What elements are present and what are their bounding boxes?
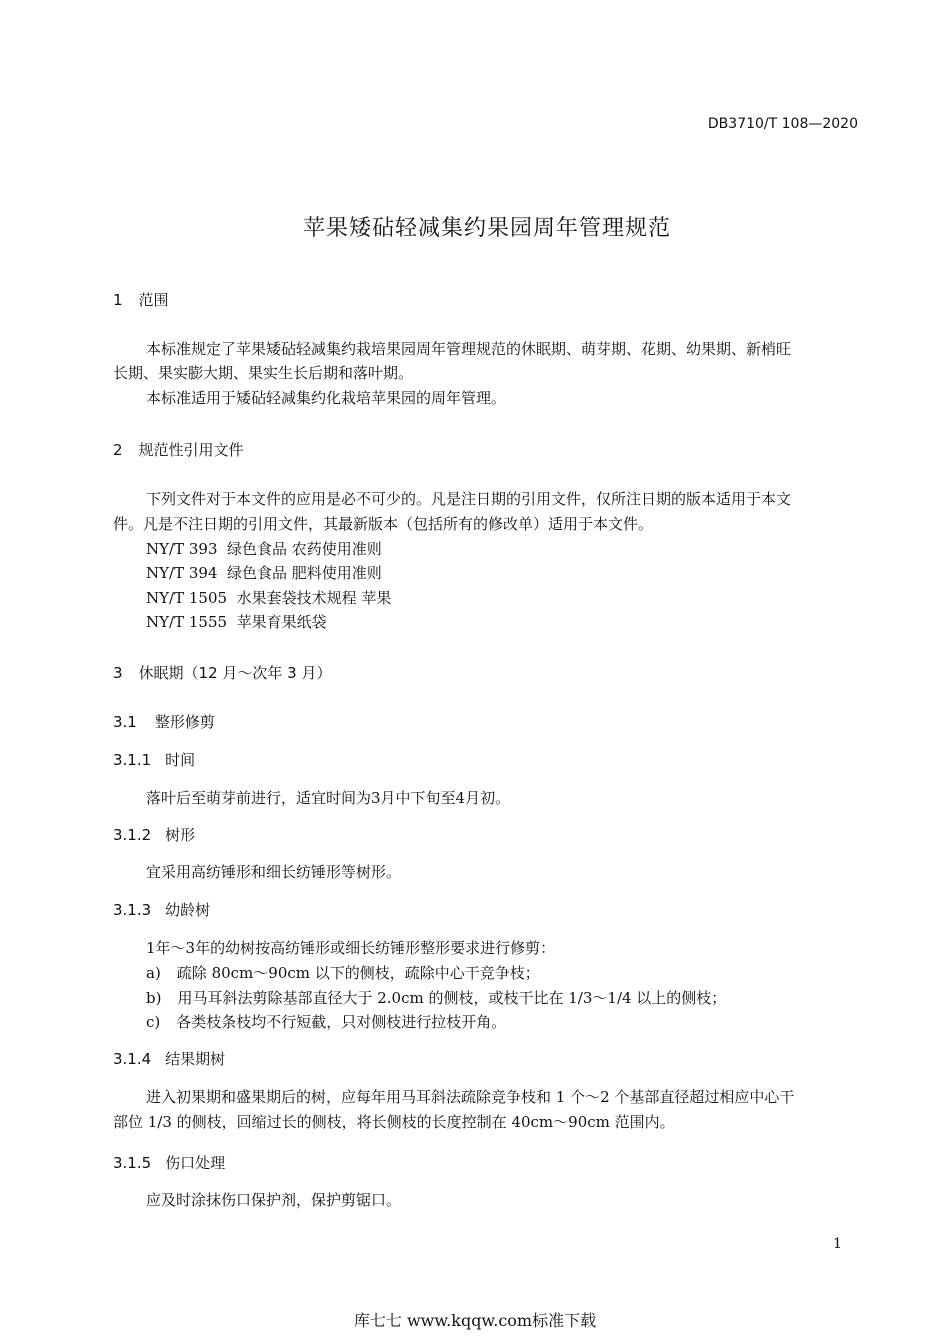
subsection-3-1-4-heading [113,1048,225,1069]
section-1-heading [113,289,169,310]
section-number: 3.1.1 [113,751,152,769]
section-title: 伤口处理 [165,1154,226,1172]
paragraph: 件。凡是不注日期的引用文件，其最新版本（包括所有的修改单）适用于本文件。 [113,515,654,533]
paragraph: 落叶后至萌芽前进行，适宜时间为3月中下旬至4月初。 [146,789,511,807]
section-title: 幼龄树 [165,901,211,919]
paragraph: 下列文件对于本文件的应用是必不可少的。凡是注日期的引用文件，仅所注日期的版本适用于本文 [146,490,792,508]
list-item [146,987,726,1008]
subsection-3-1-1-heading [113,749,195,770]
paragraph: 长期、果实膨大期、果实生长后期和落叶期。 [113,364,414,382]
section-number: 3.1.5 [113,1154,152,1172]
subsection-3-1-heading [113,711,215,732]
reference-item: NY/T 1555 苹果育果纸袋 [146,613,327,631]
standard-code: DB3710/T 108—2020 [707,116,858,132]
section-title: 休眠期（12 月～次年 3 月） [138,664,332,682]
paragraph: 部位 1/3 的侧枝，回缩过长的侧枝，将长侧枝的长度控制在 40cm～90cm 范围内。 [113,1113,675,1131]
paragraph: 本标准适用于矮砧轻减集约化栽培苹果园的周年管理。 [146,389,507,407]
section-number: 3.1 [113,713,137,731]
section-number: 3.1.2 [113,826,152,844]
list-marker: a) [146,964,161,982]
paragraph: 本标准规定了苹果矮砧轻减集约栽培果园周年管理规范的休眠期、萌芽期、花期、幼果期、新梢旺 [146,340,792,358]
section-number: 3.1.3 [113,901,152,919]
paragraph: 应及时涂抹伤口保护剂，保护剪锯口。 [146,1191,402,1209]
subsection-3-1-3-heading [113,899,210,920]
section-2-heading [113,439,244,460]
subsection-3-1-5-heading [113,1152,225,1173]
list-text: 疏除 80cm～90cm 以下的侧枝，疏除中心干竞争枝； [176,964,540,982]
paragraph: 宜采用高纺锤形和细长纺锤形等树形。 [146,863,402,881]
section-title: 树形 [165,826,196,844]
section-number: 3.1.4 [113,1050,152,1068]
section-3-heading [113,662,331,683]
list-item [146,1011,506,1032]
paragraph: 1年～3年的幼树按高纺锤形或细长纺锤形整形要求进行修剪： [146,939,556,957]
list-marker: b) [146,989,162,1007]
reference-item: NY/T 393 绿色食品 农药使用准则 [146,540,382,558]
page-title: 苹果矮砧轻减集约果园周年管理规范 [302,216,671,241]
page-number: 1 [833,1236,842,1252]
list-text: 各类枝条枝均不行短截，只对侧枝进行拉枝开角。 [176,1013,507,1031]
reference-item: NY/T 1505 水果套袋技术规程 苹果 [146,589,392,607]
list-marker: c) [146,1013,161,1031]
section-title: 范围 [138,291,169,309]
section-title: 整形修剪 [154,713,215,731]
section-number: 2 [113,441,123,459]
reference-item: NY/T 394 绿色食品 肥料使用准则 [146,564,382,582]
section-title: 结果期树 [165,1050,226,1068]
list-text: 用马耳斜法剪除基部直径大于 2.0cm 的侧枝，或枝干比在 1/3～1/4 以上的侧枝； [177,989,727,1007]
section-number: 3 [113,664,123,682]
subsection-3-1-2-heading [113,824,195,845]
footer-watermark: 库七七 www.kqqw.com标准下载 [353,1311,597,1330]
section-number: 1 [113,291,123,309]
section-title: 时间 [165,751,196,769]
paragraph: 进入初果期和盛果期后的树，应每年用马耳斜法疏除竞争枝和 1 个～2 个基部直径超过相应中心干 [146,1088,795,1106]
section-title: 规范性引用文件 [138,441,244,459]
list-item [146,962,540,983]
